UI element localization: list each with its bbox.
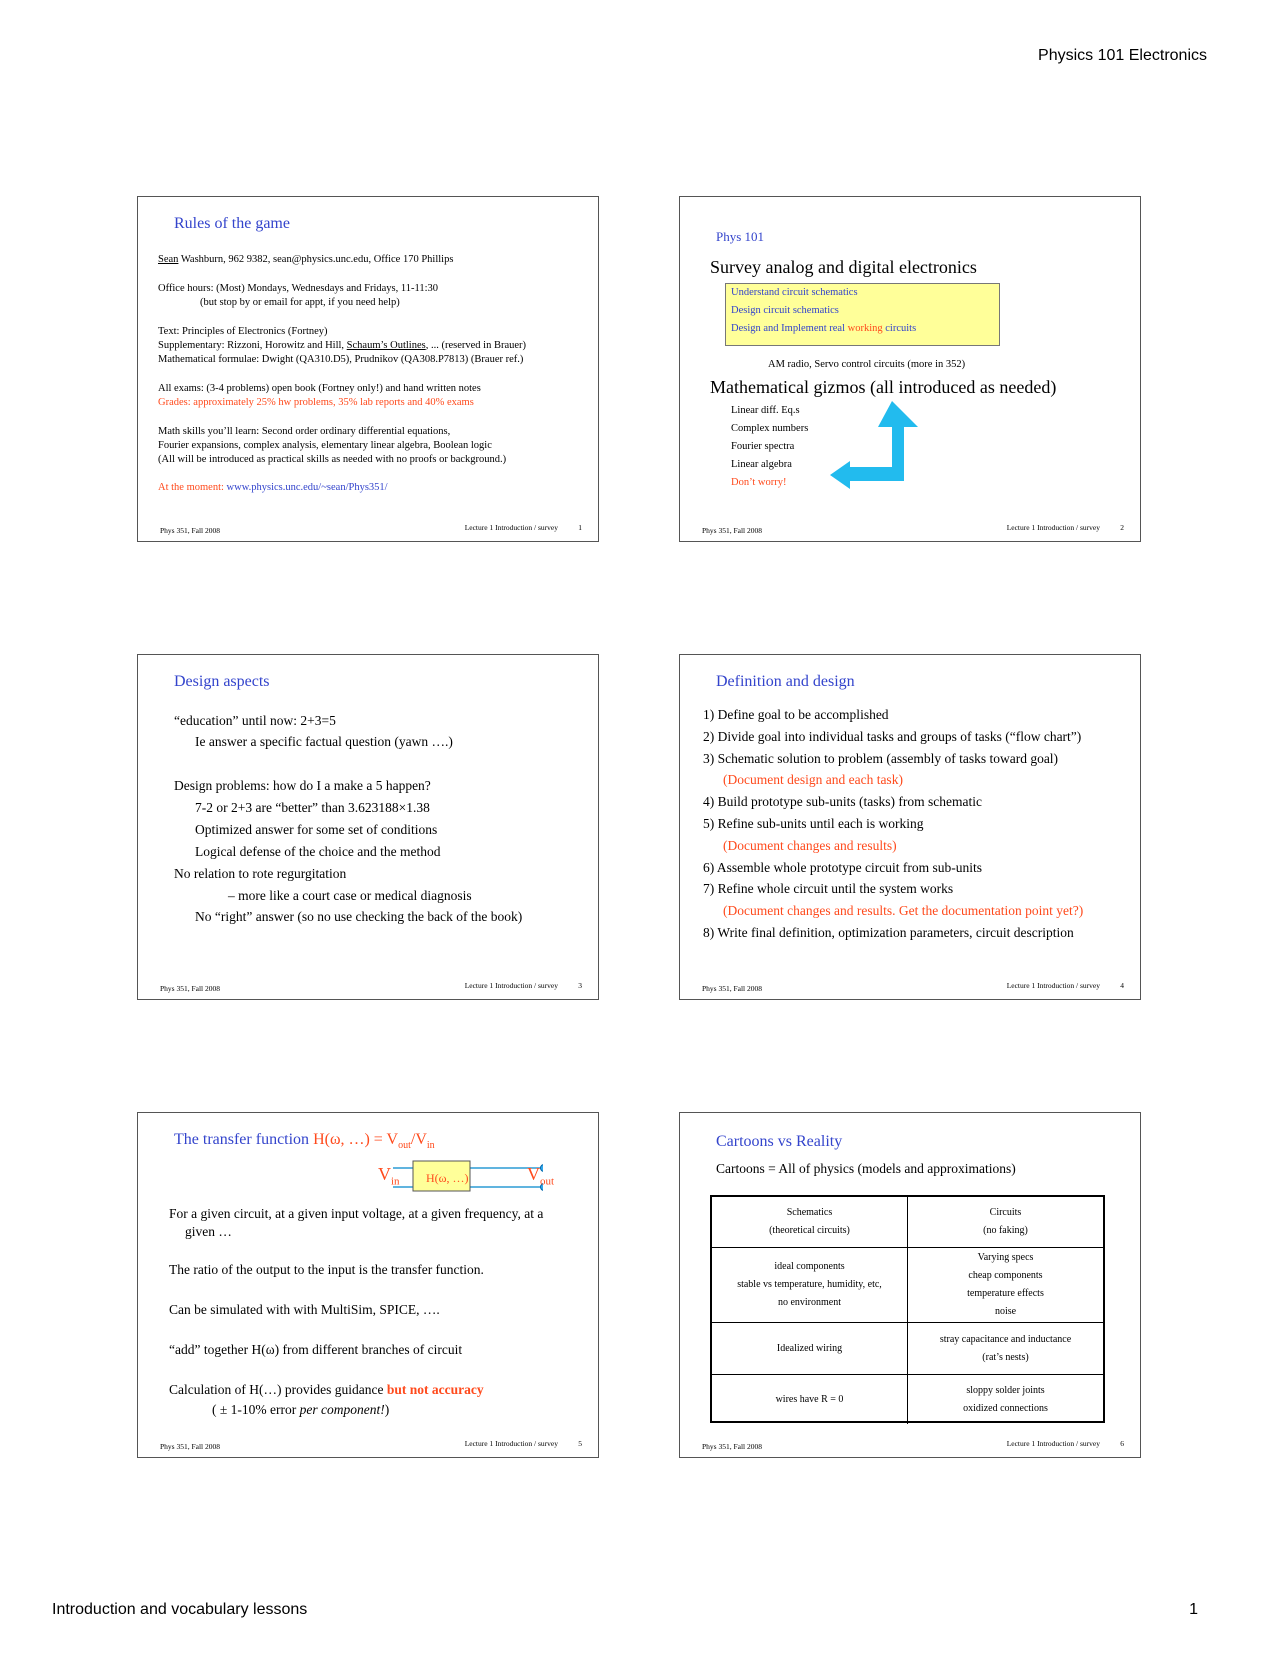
vin-label: $V_{in}$ (378, 1164, 400, 1188)
table-row (712, 1322, 1103, 1374)
objective-3: Design and Implement real working circuits (731, 323, 917, 334)
math-formulae: Mathematical formulae: Dwight (QA310.D5), Prudnikov (QA308.P7813) (Brauer ref.) (158, 354, 524, 365)
para-line: For a given circuit, at a given input voltage, at a given frequency, at a (169, 1206, 544, 1221)
step-line: 3) Schematic solution to problem (assembly of tasks toward goal) (703, 751, 1059, 766)
slide-number: 4 (1120, 981, 1124, 990)
objectives-box (725, 283, 1000, 346)
table-row (712, 1247, 1103, 1322)
table-cell: Idealized wiring (776, 1342, 843, 1354)
dont-worry: Don’t worry! (731, 477, 787, 488)
skills-line-3: (All will be introduced as practical skills as needed with no proofs or background.) (158, 454, 507, 465)
slide-number: 1 (578, 523, 582, 532)
slide-footer-left: Phys 351, Fall 2008 (160, 1442, 221, 1451)
slide-footer-center: Lecture 1 Introduction / survey (1006, 981, 1100, 990)
step-line: 1) Define goal to be accomplished (703, 707, 889, 722)
gizmo-item: Complex numbers (731, 423, 809, 434)
table-cell: Circuits (no faking) (907, 1197, 1103, 1247)
slide-subtitle: Cartoons = All of physics (models and approximations) (716, 1161, 1016, 1176)
step-line: 7) Refine whole circuit until the system works (703, 881, 954, 896)
slide-footer-center: Lecture 1 Introduction / survey (464, 981, 558, 990)
objective-2: Design circuit schematics (731, 305, 839, 316)
slide-line: Optimized answer for some set of conditions (195, 822, 438, 837)
slide-title: Rules of the game (174, 215, 290, 232)
slide-footer-center: Lecture 1 Introduction / survey (1006, 1439, 1100, 1448)
page-number: 1 (1189, 1601, 1198, 1618)
office-hours-note: (but stop by or email for appt, if you need help) (200, 297, 400, 308)
step-line: 6) Assemble whole prototype circuit from sub-units (703, 860, 982, 875)
slide-number: 3 (578, 981, 582, 990)
para-line: Calculation of H(…) provides guidance but not accuracy (169, 1382, 484, 1397)
para-line: The ratio of the output to the input is the transfer function. (169, 1262, 484, 1277)
slide-line: 7-2 or 2+3 are “better” than 3.623188×1.38 (195, 800, 430, 815)
step-line: 2) Divide goal into individual tasks and groups of tasks (“flow chart”) (703, 729, 1082, 744)
objective-1: Understand circuit schematics (731, 287, 858, 298)
vout-label: $V_{out}$ (527, 1164, 555, 1188)
step-line: 8) Write final definition, optimization parameters, circuit description (703, 925, 1074, 940)
para-line: Can be simulated with with MultiSim, SPICE, …. (169, 1302, 440, 1317)
gizmo-item: Linear diff. Eq.s (731, 405, 800, 416)
skills-line-2: Fourier expansions, complex analysis, elementary linear algebra, Boolean logic (158, 440, 492, 451)
slide-footer-center: Lecture 1 Introduction / survey (464, 1439, 558, 1448)
slide-number: 6 (1120, 1439, 1124, 1448)
page-header: Physics 101 Electronics (1038, 47, 1207, 64)
slide-footer-left: Phys 351, Fall 2008 (702, 1442, 763, 1451)
transfer-function-box-label: H(ω, …) (426, 1171, 469, 1185)
table-cell: Varying specs cheap components temperature effects noise (907, 1248, 1103, 1322)
table-cell: wires have R = 0 (775, 1393, 844, 1405)
para-line: ( ± 1-10% error per component!) (212, 1402, 390, 1417)
contact-name: Sean (158, 254, 179, 265)
page-footer-title: Introduction and vocabulary lessons (52, 1601, 308, 1618)
slide-title: Cartoons vs Reality (716, 1133, 843, 1150)
gizmo-item: Linear algebra (731, 459, 792, 470)
slide-line: Design problems: how do I a make a 5 happen? (174, 778, 431, 793)
survey-heading: Survey analog and digital electronics (710, 257, 977, 277)
office-hours: Office hours: (Most) Mondays, Wednesdays and Fridays, 11-11:30 (158, 283, 438, 294)
text-book: Text: Principles of Electronics (Fortney) (158, 326, 328, 337)
table-row (712, 1197, 1103, 1247)
skills-line-1: Math skills you’ll learn: Second order ordinary differential equations, (158, 426, 451, 437)
slide-footer-left: Phys 351, Fall 2008 (160, 526, 221, 535)
slide-5 (137, 1112, 599, 1458)
slide-2 (679, 196, 1141, 542)
slide-footer-left: Phys 351, Fall 2008 (702, 526, 763, 535)
supplementary-books: Supplementary: Rizzoni, Horowitz and Hill, Schaum’s Outlines, ... (reserved in Brauer) (158, 340, 527, 351)
para-line: given … (185, 1224, 232, 1239)
slide-number: 2 (1120, 523, 1124, 532)
slide-footer-left: Phys 351, Fall 2008 (160, 984, 221, 993)
exams-info: All exams: (3-4 problems) open book (Fortney only!) and hand written notes (158, 383, 481, 394)
comparison-table (710, 1195, 1105, 1423)
contact-line (158, 253, 453, 267)
para-line: “add” together H(ω) from different branches of circuit (169, 1342, 463, 1357)
gizmos-heading: Mathematical gizmos (all introduced as needed) (710, 377, 1057, 397)
step-note: (Document changes and results) (723, 838, 897, 853)
am-radio-note: AM radio, Servo control circuits (more in 352) (768, 359, 966, 370)
table-cell: Schematics (theoretical circuits) (769, 1207, 850, 1236)
slide-line: – more like a court case or medical diagnosis (228, 888, 472, 903)
slide-4 (679, 654, 1141, 1000)
slide-footer-center: Lecture 1 Introduction / survey (464, 523, 558, 532)
slide-title: Definition and design (716, 673, 855, 690)
slide-footer-left: Phys 351, Fall 2008 (702, 984, 763, 993)
slide-line: Logical defense of the choice and the method (195, 844, 441, 859)
slide-title: The transfer function H(ω, …) = $V_{out}/V_{in}$ (174, 1131, 435, 1152)
slide-line: No “right” answer (so no use checking the back of the book) (195, 909, 523, 924)
slide-1 (137, 196, 599, 542)
gizmo-item: Fourier spectra (731, 441, 795, 452)
slide-line: No relation to rote regurgitation (174, 866, 347, 881)
table-row (712, 1374, 1103, 1424)
slide-footer-center: Lecture 1 Introduction / survey (1006, 523, 1100, 532)
slide-3 (137, 654, 599, 1000)
slide-title: Phys 101 (716, 229, 765, 244)
slide-line: Ie answer a specific factual question (yawn ….) (195, 734, 453, 749)
step-note: (Document changes and results. Get the documentation point yet?) (723, 903, 1084, 918)
grades-info: Grades: approximately 25% hw problems, 35% lab reports and 40% exams (158, 397, 474, 408)
contact-details: Washburn, 962 9382, sean@physics.unc.edu, Office 170 Phillips (178, 254, 454, 265)
table-cell: ideal components stable vs temperature, humidity, etc, no environment (737, 1261, 882, 1308)
step-note: (Document design and each task) (723, 772, 903, 787)
slide-number: 5 (578, 1439, 582, 1448)
bent-arrow-icon (830, 397, 960, 497)
table-cell: stray capacitance and inductance (rat’s nests) (907, 1323, 1103, 1374)
step-line: 5) Refine sub-units until each is working (703, 816, 924, 831)
slide-title: Design aspects (174, 673, 270, 690)
course-link-line: At the moment: www.physics.unc.edu/~sean/Phys351/ (158, 482, 388, 493)
slide-6 (679, 1112, 1141, 1458)
course-url-link[interactable]: www.physics.unc.edu/~sean/Phys351/ (226, 482, 388, 493)
step-line: 4) Build prototype sub-units (tasks) from schematic (703, 794, 982, 809)
slide-line: “education” until now: 2+3=5 (174, 713, 336, 728)
table-cell: sloppy solder joints oxidized connections (907, 1375, 1103, 1424)
